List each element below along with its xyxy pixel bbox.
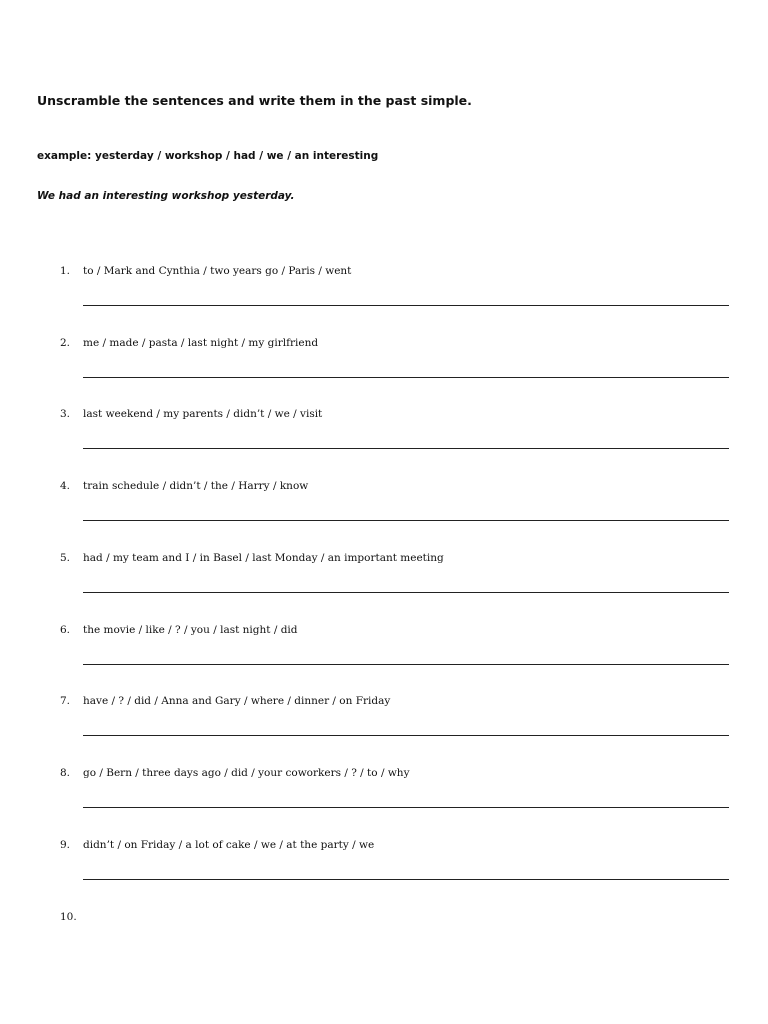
item-prompt: the movie / like / ? / you / last night / did bbox=[83, 624, 298, 636]
item-number: 6. bbox=[60, 624, 71, 636]
answer-line bbox=[83, 735, 729, 736]
exercise-item-3 bbox=[0, 408, 768, 458]
answer-line bbox=[83, 807, 729, 808]
item-number: 4. bbox=[60, 480, 71, 492]
answer-line bbox=[83, 377, 729, 378]
exercise-item-7 bbox=[0, 695, 768, 745]
answer-line bbox=[83, 664, 729, 665]
item-prompt: train schedule / didn’t / the / Harry / know bbox=[83, 480, 309, 492]
item-number: 2. bbox=[60, 337, 71, 349]
answer-line bbox=[83, 305, 729, 306]
item-prompt: go / Bern / three days ago / did / your coworkers / ? / to / why bbox=[83, 767, 410, 779]
worksheet-title: Unscramble the sentences and write them in the past simple. bbox=[37, 93, 472, 108]
example-answer: We had an interesting workshop yesterday. bbox=[37, 190, 295, 202]
exercise-item-5 bbox=[0, 552, 768, 602]
item-number: 5. bbox=[60, 552, 71, 564]
item-prompt: didn’t / on Friday / a lot of cake / we / at the party / we bbox=[83, 839, 375, 851]
item-prompt: me / made / pasta / last night / my girlfriend bbox=[83, 337, 319, 349]
answer-line bbox=[83, 879, 729, 880]
exercise-item-6 bbox=[0, 624, 768, 674]
item-number: 9. bbox=[60, 839, 71, 851]
item-prompt: had / my team and I / in Basel / last Monday / an important meeting bbox=[83, 552, 444, 564]
exercise-item-9 bbox=[0, 839, 768, 889]
answer-line bbox=[83, 520, 729, 521]
item-number: 1. bbox=[60, 265, 71, 277]
exercise-item-10 bbox=[0, 911, 768, 961]
item-number: 7. bbox=[60, 695, 71, 707]
item-number: 10. bbox=[60, 911, 77, 923]
exercise-item-8 bbox=[0, 767, 768, 817]
exercise-item-4 bbox=[0, 480, 768, 530]
item-prompt: to / Mark and Cynthia / two years go / Paris / went bbox=[83, 265, 352, 277]
exercise-item-2 bbox=[0, 337, 768, 387]
item-number: 3. bbox=[60, 408, 71, 420]
answer-line bbox=[83, 592, 729, 593]
item-number: 8. bbox=[60, 767, 71, 779]
answer-line bbox=[83, 448, 729, 449]
exercise-item-1 bbox=[0, 265, 768, 315]
item-prompt: have / ? / did / Anna and Gary / where / dinner / on Friday bbox=[83, 695, 391, 707]
item-prompt: last weekend / my parents / didn’t / we / visit bbox=[83, 408, 323, 420]
example-prompt: example: yesterday / workshop / had / we / an interesting bbox=[37, 150, 379, 162]
